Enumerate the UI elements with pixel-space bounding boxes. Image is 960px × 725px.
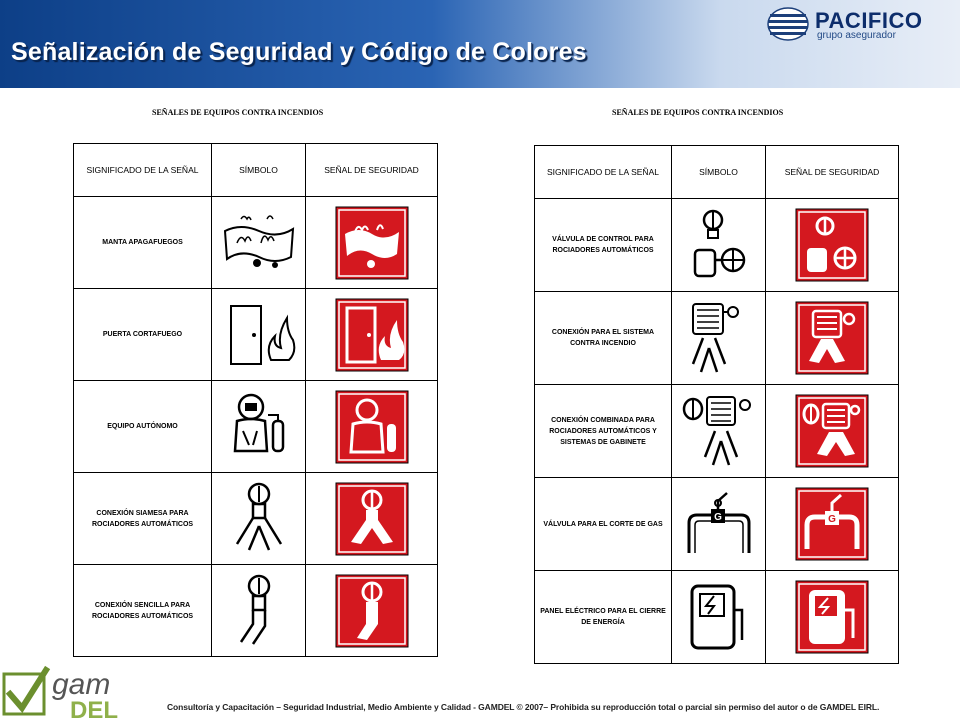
gamdel-logo — [0, 664, 140, 720]
table-row — [74, 289, 438, 381]
brand-subtitle: grupo asegurador — [817, 30, 896, 41]
sign-cell — [766, 199, 899, 292]
sign-meaning: VÁLVULA DE CONTROL PARA ROCIADORES AUTOMÁTICOS — [535, 199, 672, 292]
table-row — [535, 571, 899, 664]
table-header-row — [74, 144, 438, 197]
symbol-cell — [212, 197, 306, 289]
hose-connection-icon — [687, 300, 751, 376]
table-row — [535, 385, 899, 478]
table-row — [74, 473, 438, 565]
sign-meaning: CONEXIÓN SIAMESA PARA ROCIADORES AUTOMÁTICOS — [74, 473, 212, 565]
symbol-cell — [212, 289, 306, 381]
gas-valve-sign-icon — [795, 487, 869, 561]
table-row — [74, 381, 438, 473]
symbol-cell — [672, 292, 766, 385]
symbol-cell — [672, 571, 766, 664]
symbol-cell — [212, 473, 306, 565]
siamese-connection-sign-icon — [335, 482, 409, 556]
symbol-cell — [212, 381, 306, 473]
column-header: SÍMBOLO — [212, 144, 306, 197]
table-row — [535, 478, 899, 571]
table-header-row — [535, 146, 899, 199]
gas-valve-icon — [681, 489, 757, 559]
svg-text:G: G — [828, 514, 836, 525]
page-title: Señalización de Seguridad y Código de Colores — [11, 38, 587, 66]
gamdel-check-icon — [0, 664, 140, 720]
sign-meaning: CONEXIÓN PARA EL SISTEMA CONTRA INCENDIO — [535, 292, 672, 385]
table-row — [535, 199, 899, 292]
column-header: SIGNIFICADO DE LA SEÑAL — [535, 146, 672, 199]
sign-meaning: PANEL ELÉCTRICO PARA EL CIERRE DE ENERGÍA — [535, 571, 672, 664]
sign-meaning: EQUIPO AUTÓNOMO — [74, 381, 212, 473]
sign-cell — [306, 289, 438, 381]
sign-cell — [766, 385, 899, 478]
sign-meaning: CONEXIÓN SENCILLA PARA ROCIADORES AUTOMÁTICOS — [74, 565, 212, 657]
left-signs-table — [73, 143, 438, 657]
symbol-cell — [212, 565, 306, 657]
sign-meaning: PUERTA CORTAFUEGO — [74, 289, 212, 381]
symbol-cell — [672, 199, 766, 292]
column-header: SIGNIFICADO DE LA SEÑAL — [74, 144, 212, 197]
right-signs-table — [534, 145, 899, 664]
control-valve-icon — [689, 208, 749, 282]
sign-meaning: CONEXIÓN COMBINADA PARA ROCIADORES AUTOMÁTICOS Y SISTEMAS DE GABINETE — [535, 385, 672, 478]
sign-cell — [306, 197, 438, 289]
breathing-apparatus-sign-icon — [335, 390, 409, 464]
table-row — [74, 565, 438, 657]
header-band — [0, 0, 960, 88]
column-header: SEÑAL DE SEGURIDAD — [766, 146, 899, 199]
pacifico-logo — [760, 4, 960, 44]
control-valve-sign-icon — [795, 208, 869, 282]
table-row — [74, 197, 438, 289]
pacifico-globe-icon — [766, 6, 810, 42]
sign-cell — [306, 473, 438, 565]
electric-panel-sign-icon — [795, 580, 869, 654]
symbol-cell — [672, 478, 766, 571]
symbol-cell — [672, 385, 766, 478]
table-row — [535, 292, 899, 385]
sign-cell — [306, 565, 438, 657]
electric-panel-icon — [684, 580, 754, 654]
sign-cell — [306, 381, 438, 473]
right-table-heading: SEÑALES DE EQUIPOS CONTRA INCENDIOS — [612, 108, 784, 117]
svg-text:G: G — [713, 512, 722, 523]
fire-blanket-sign-icon — [335, 206, 409, 280]
brand-name: PACIFICO — [815, 8, 923, 33]
single-connection-sign-icon — [335, 574, 409, 648]
hose-connection-sign-icon — [795, 301, 869, 375]
single-connection-icon — [229, 574, 289, 648]
fire-door-icon — [221, 300, 297, 370]
combined-connection-icon — [679, 393, 759, 469]
sign-cell — [766, 571, 899, 664]
footer-copyright: Consultoría y Capacitación – Seguridad Industrial, Medio Ambiente y Calidad - GAMDEL © 2007– Prohibida su reproducción total o parcial sin permiso del autor o de GAMDEL EIRL. — [167, 702, 880, 712]
fire-door-sign-icon — [335, 298, 409, 372]
sign-cell — [766, 478, 899, 571]
column-header: SEÑAL DE SEGURIDAD — [306, 144, 438, 197]
fire-blanket-icon — [221, 213, 297, 273]
gamdel-logo-top: gam — [52, 668, 111, 701]
breathing-apparatus-icon — [221, 391, 297, 463]
sign-meaning: MANTA APAGAFUEGOS — [74, 197, 212, 289]
siamese-connection-icon — [229, 482, 289, 556]
gamdel-logo-bottom: DEL — [70, 697, 118, 720]
combined-connection-sign-icon — [795, 394, 869, 468]
column-header: SÍMBOLO — [672, 146, 766, 199]
sign-cell — [766, 292, 899, 385]
sign-meaning: VÁLVULA PARA EL CORTE DE GAS — [535, 478, 672, 571]
left-table-heading: SEÑALES DE EQUIPOS CONTRA INCENDIOS — [152, 108, 324, 117]
